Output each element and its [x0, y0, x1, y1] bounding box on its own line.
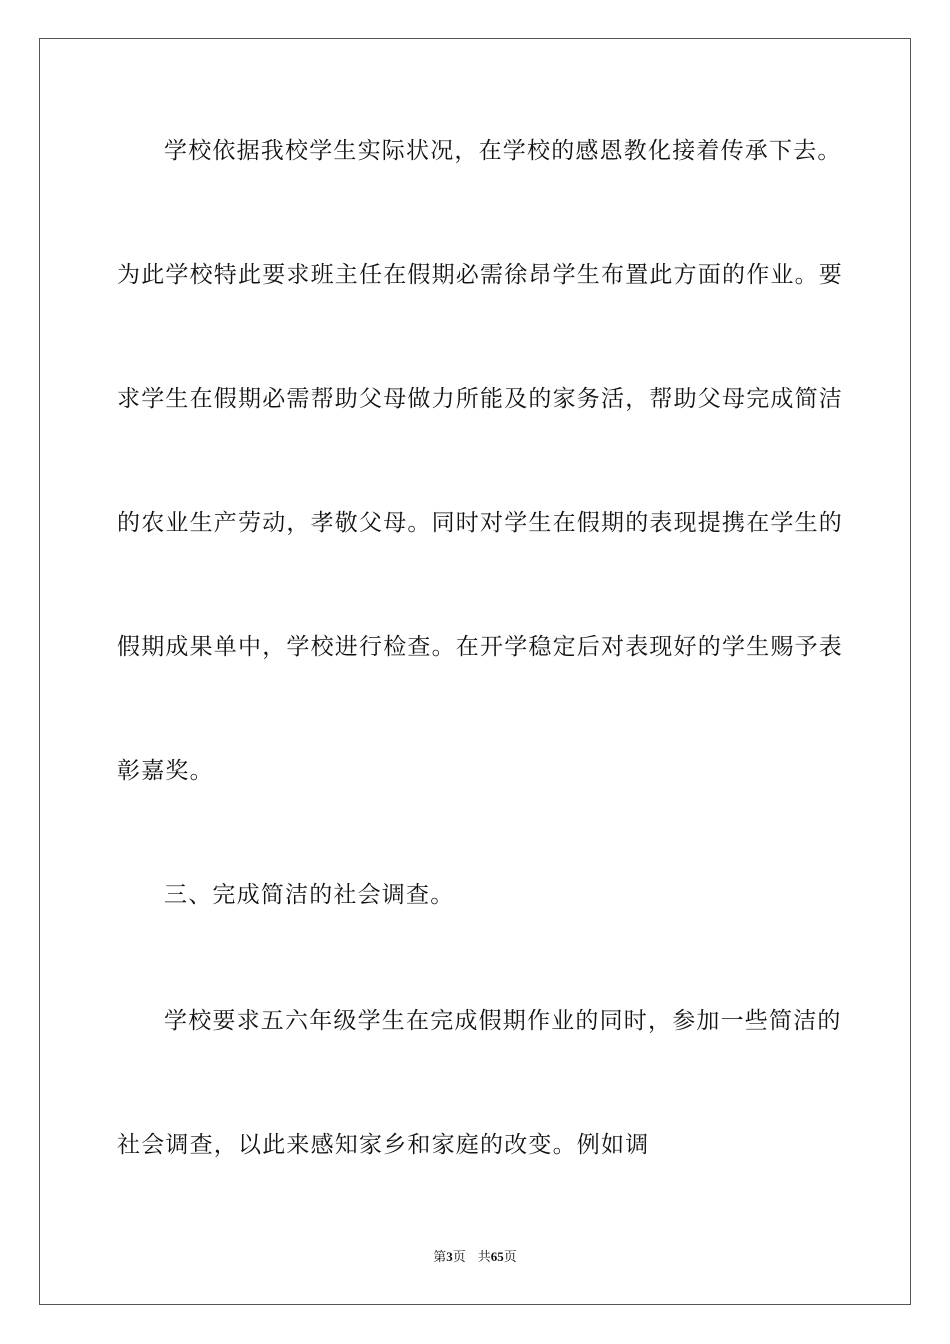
page-suffix: 页: [452, 1250, 466, 1265]
total-suffix: 页: [503, 1250, 517, 1265]
section-heading: 三、完成简洁的社会调查。: [164, 882, 455, 908]
paragraph-line: 学校要求五六年级学生在完成假期作业的同时，参加一些简洁的: [164, 1008, 842, 1034]
page-prefix: 第: [433, 1250, 447, 1265]
total-prefix: 共: [477, 1250, 491, 1265]
paragraph-line: 彰嘉奖。: [117, 758, 214, 784]
paragraph-line: 学校依据我校学生实际状况，在学校的感恩教化接着传承下去。: [164, 138, 842, 164]
page-footer: [0, 1248, 950, 1267]
paragraph-line: 假期成果单中，学校进行检查。在开学稳定后对表现好的学生赐予表: [117, 634, 843, 660]
paragraph-line: 为此学校特此要求班主任在假期必需徐昂学生布置此方面的作业。要: [117, 262, 843, 288]
page-border: [39, 38, 911, 1305]
total-pages: 65: [490, 1249, 504, 1264]
paragraph-line: 求学生在假期必需帮助父母做力所能及的家务活，帮助父母完成简洁: [117, 386, 843, 412]
paragraph-line: 社会调查，以此来感知家乡和家庭的改变。例如调: [117, 1132, 650, 1158]
paragraph-line: 的农业生产劳动，孝敬父母。同时对学生在假期的表现提携在学生的: [117, 510, 843, 536]
page-number: 3: [446, 1249, 453, 1264]
